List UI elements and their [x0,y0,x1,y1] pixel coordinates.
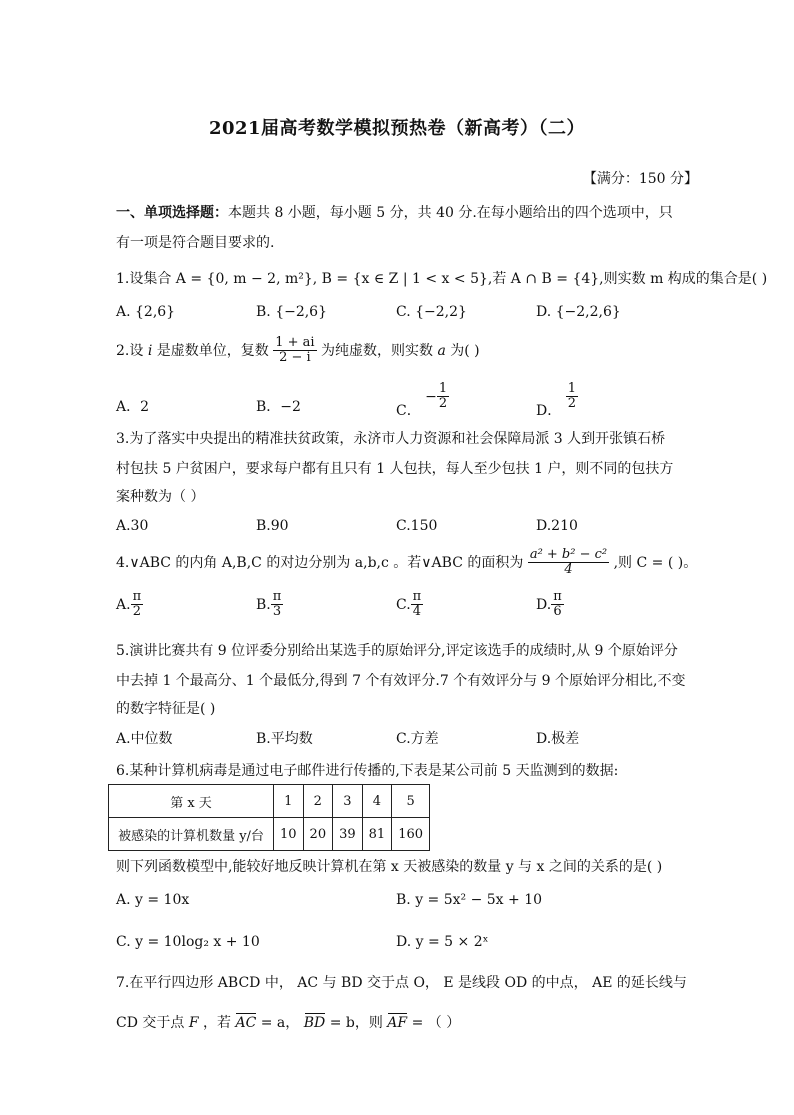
q4-frac-numerator: a² + b² − c² [529,547,608,562]
q2-stem-post: 为纯虚数，则实数 [321,342,433,359]
q6-option-a: A. y = 10x [116,892,190,908]
section-heading: 一、单项选择题： [116,205,228,221]
q6-option-b: B. y = 5x² − 5x + 10 [396,892,543,908]
q1-option-c: C. {−2,2} [396,304,467,320]
table-cell: 160 [392,818,430,851]
table-cell: 10 [274,818,304,851]
q4-option-d-frac [551,590,564,620]
q1-option-d: D. {−2,2,6} [536,304,621,320]
q2-option-c-den: 2 [438,396,448,412]
q3-line3: 案种数为（ ） [116,489,205,505]
q4-option-a-label: A. [116,596,131,613]
q5-line2: 中去掉 1 个最高分、1 个最低分,得到 7 个有效评分.7 个有效评分与 9 个原始评分相比,不变 [116,673,686,689]
q6-stem: 6.某种计算机病毒是通过电子邮件进行传播的,下表是某公司前 5 天监测到的数据: [116,763,619,779]
q4-stem-pre: 4.∨ABC 的内角 A,B,C 的对边分别为 a,b,c 。若∨ABC 的面积为 [116,554,524,571]
q7-eq-a: = a， [256,1015,300,1031]
q3-line2: 村包扶 5 户贫困户，要求每户都有且只有 1 人包扶，每人至少包扶 1 户，则不同的包扶方 [116,461,674,477]
q2-option-c [396,381,449,419]
q4-option-b [256,590,283,620]
q4-frac-denominator: 4 [564,562,573,578]
q4-option-a [116,590,143,620]
q2-option-d-label: D． [536,402,562,419]
q2-option-c-num: 1 [438,381,448,396]
q2-var-a: a [437,342,446,359]
table-cell: 2 [303,785,333,818]
table-cell: 81 [362,818,392,851]
q4-option-d-den: 6 [553,604,562,620]
q7-eq-b: = b，则 [325,1015,383,1031]
q6-option-c: C. y = 10log₂ x + 10 [116,934,260,950]
q2-frac-denominator: 2 − i [279,350,311,366]
q3-line1: 3.为了落实中央提出的精准扶贫政策，永济市人力资源和社会保障局派 3 人到开张镇石桥 [116,431,666,447]
q2-option-b: B．−2 [256,399,301,415]
q2-option-d [536,381,578,419]
q2-frac-numerator: 1 + ai [275,335,315,350]
q3-option-a: A.30 [116,518,149,534]
q2-option-c-frac [437,382,449,412]
q4-option-c-label: C. [396,596,411,613]
q4-option-b-frac [271,590,284,620]
q2-imag-unit: i [147,342,153,359]
full-score-label: 【满分：150 分】 [582,171,698,187]
q1-stem: 1.设集合 A = {0, m − 2, m²}, B = {x ∈ Z | 1 < x < 5},若 A ∩ B = {4},则实数 m 构成的集合是( ) [116,271,768,287]
exam-title: 2021届高考数学模拟预热卷（新高考）（二） [208,118,586,139]
q4-option-d [536,590,564,620]
table-cell: 20 [303,818,333,851]
table-row2-label: 被感染的计算机数量 y/台 [109,818,274,851]
table-cell: 5 [392,785,430,818]
section-intro-text: 本题共 8 小题，每小题 5 分，共 40 分.在每小题给出的四个选项中，只 [228,205,673,221]
q5-option-d: D.极差 [536,731,580,747]
q2-stem-mid: 是虚数单位，复数 [156,342,269,359]
q4-option-a-num: π [132,589,142,604]
q1-option-b: B. {−2,6} [256,304,327,320]
section-intro-line2: 有一项是符合题目要求的. [116,235,275,251]
q5-option-b: B.平均数 [256,731,313,747]
q7-line2 [116,1012,698,1032]
q5-option-a: A.中位数 [116,731,173,747]
table-row [109,818,430,851]
table-cell: 3 [333,785,363,818]
q2-stem [116,336,698,366]
q2-option-d-den: 2 [567,396,576,412]
q7-point-f: F [188,1015,199,1031]
section-intro-line1 [116,202,698,222]
q1-option-a: A. {2,6} [116,304,176,320]
q7-vector-bd: BD [303,1015,326,1031]
q4-option-c-den: 4 [412,604,422,620]
q2-option-a: A．2 [116,399,150,415]
q6-data-table [108,784,430,851]
q7-line1: 7.在平行四边形 ABCD 中， AC 与 BD 交于点 O， E 是线段 OD 的中点， AE 的延长线与 [116,975,687,991]
table-cell: 39 [333,818,363,851]
q7-line2-end: = （ ） [407,1015,461,1031]
q5-line3: 的数字特征是( ) [116,701,216,717]
q3-option-b: B.90 [256,518,289,534]
q5-option-c: C.方差 [396,731,439,747]
q4-option-c-num: π [412,589,422,604]
q2-option-d-num: 1 [567,381,576,396]
q4-option-d-num: π [553,589,562,604]
q4-option-a-den: 2 [132,604,141,620]
q2-stem-end: 为( ) [450,342,480,359]
q4-option-b-num: π [272,589,282,604]
q4-option-b-label: B. [256,596,271,613]
q4-stem [116,548,698,578]
q4-option-c-frac [411,590,424,620]
q4-area-fraction [528,548,609,578]
q6-option-d: D. y = 5 × 2ˣ [396,934,489,950]
q7-vector-af: AF [387,1015,408,1031]
q2-option-c-sign: − [425,388,437,405]
q4-option-b-den: 3 [272,604,282,620]
q3-option-c: C.150 [396,518,438,534]
table-cell: 1 [274,785,304,818]
q2-stem-pre: 2.设 [116,342,144,359]
q3-option-d: D.210 [536,518,578,534]
q6-followup: 则下列函数模型中,能较好地反映计算机在第 x 天被感染的数量 y 与 x 之间的关系的是( ) [116,859,663,875]
q4-option-a-frac [131,590,144,620]
q2-option-d-frac [566,382,578,412]
table-row1-label: 第 x 天 [109,785,274,818]
q4-option-c [396,590,423,620]
table-cell: 4 [362,785,392,818]
q2-complex-fraction [273,336,316,366]
q5-line1: 5.演讲比赛共有 9 位评委分别给出某选手的原始评分,评定该选手的成绩时,从 9 个原始评分 [116,643,678,659]
q4-option-d-label: D. [536,596,552,613]
table-row [109,785,430,818]
q7-line2-pre: CD 交于点 [116,1015,185,1031]
q4-stem-post: ,则 C = ( )。 [613,554,698,571]
q7-vector-ac: AC [235,1015,257,1031]
q2-option-c-label: C． [396,402,421,419]
q7-line2-mid: ，若 [203,1015,232,1031]
